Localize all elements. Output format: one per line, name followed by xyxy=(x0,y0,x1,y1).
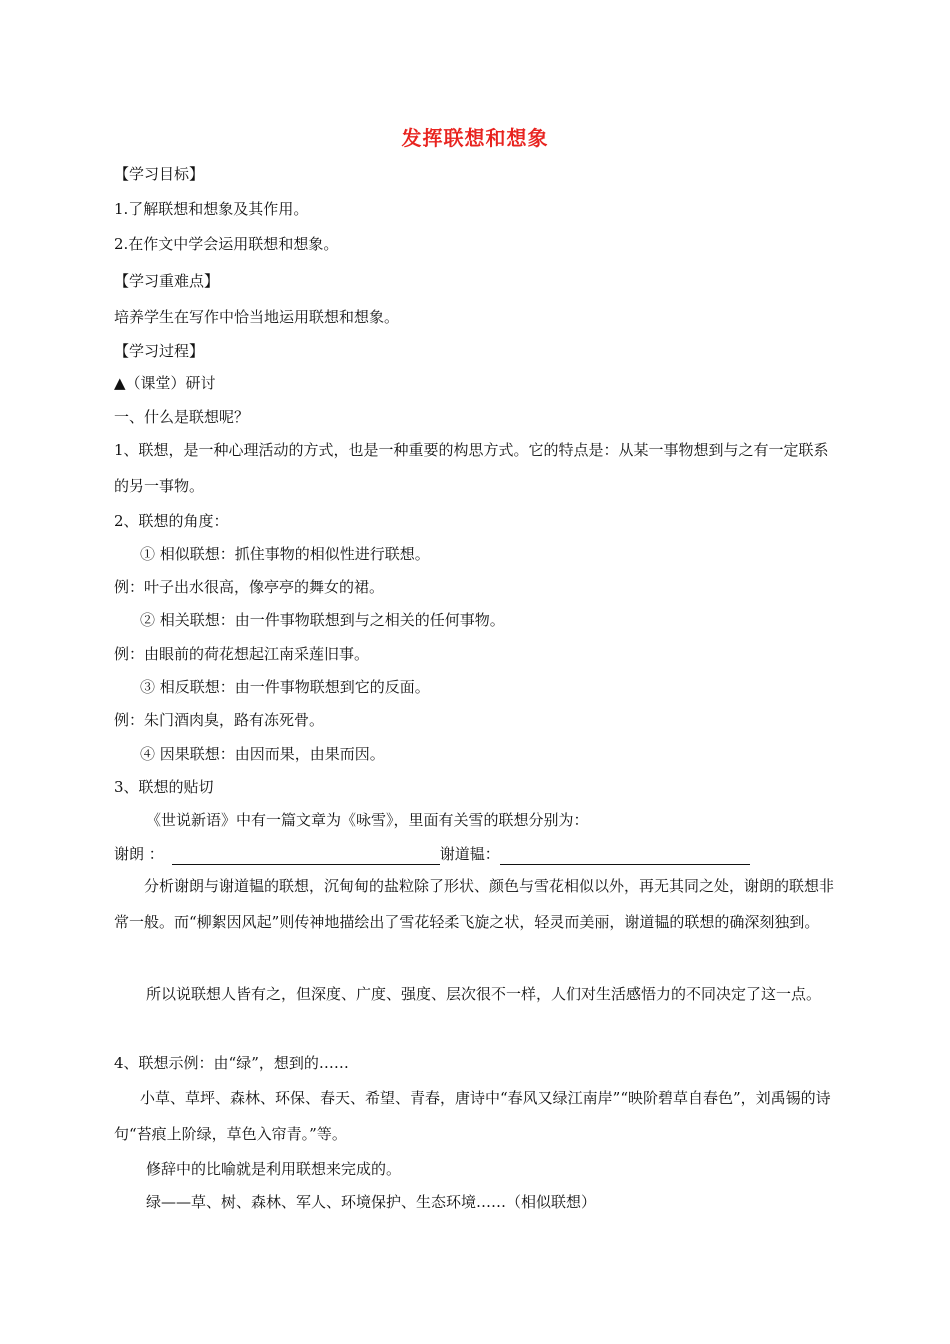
similar-association: ① 相似联想：抓住事物的相似性进行联想。 xyxy=(140,545,430,563)
example-similar: 例：叶子出水很高，像亭亭的舞女的裙。 xyxy=(114,578,385,596)
shishuo-intro: 《世说新语》中有一篇文章为《咏雪》，里面有关雪的联想分别为： xyxy=(146,811,589,829)
xie-daoyun-blank[interactable] xyxy=(500,848,750,865)
related-association: ② 相关联想：由一件事物联想到与之相关的任何事物。 xyxy=(140,611,505,629)
paragraph-green-example: 小草、草坪、森林、环保、春天、希望、青春，唐诗中“春风又绿江南岸”“映阶碧草自春色”，刘禹锡的诗句“苔痕上阶绿，草色入帘青。”等。 xyxy=(114,1089,831,1143)
xie-lang-label: 谢朗 ： xyxy=(114,845,164,863)
goal-item-2: 2.在作文中学会运用联想和想象。 xyxy=(114,235,339,253)
green-chain: 绿——草、树、森林、军人、环境保护、生态环境……（相似联想） xyxy=(146,1193,597,1211)
paragraph-analysis: 分析谢朗与谢道韫的联想，沉甸甸的盐粒除了形状、颜色与雪花相似以外，再无其同之处，谢朗的联想非常一般。而“柳絮因风起”则传神地描绘出了雪花轻柔飞旋之状，轻灵而美丽，谢道韫的联想的确深刻独到。 xyxy=(114,877,835,931)
question-what-is-association: 一、什么是联想呢？ xyxy=(114,408,250,426)
section-heading-process: 【学习过程】 xyxy=(114,342,205,360)
causal-association: ④ 因果联想：由因而果，由果而因。 xyxy=(140,745,385,763)
section-heading-key-points: 【学习重难点】 xyxy=(114,272,220,290)
paragraph-conclusion: 所以说联想人皆有之，但深度、广度、强度、层次很不一样，人们对生活感悟力的不同决定了这一点。 xyxy=(146,985,822,1003)
paragraph-association-definition: 1、联想，是一种心理活动的方式，也是一种重要的构思方式。它的特点是：从某一事物想到与之有一定联系的另一事物。 xyxy=(114,441,829,495)
document-title: 发挥联想和想象 xyxy=(401,126,549,150)
goal-item-1: 1.了解联想和想象及其作用。 xyxy=(114,200,309,218)
association-fit-heading: 3、联想的贴切 xyxy=(114,778,214,796)
fill-in-line xyxy=(114,843,836,865)
section-heading-goals: 【学习目标】 xyxy=(114,165,205,183)
metaphor-note: 修辞中的比喻就是利用联想来完成的。 xyxy=(146,1160,402,1178)
key-point-text: 培养学生在写作中恰当地运用联想和想象。 xyxy=(114,308,400,326)
association-example-heading: 4、联想示例：由“绿”，想到的…… xyxy=(114,1054,349,1072)
classroom-discussion-label: ▲（课堂）研讨 xyxy=(114,374,216,392)
example-opposite: 例：朱门酒肉臭，路有冻死骨。 xyxy=(114,711,325,729)
example-related: 例：由眼前的荷花想起江南采莲旧事。 xyxy=(114,645,370,663)
opposite-association: ③ 相反联想：由一件事物联想到它的反面。 xyxy=(140,678,430,696)
association-angles-heading: 2、联想的角度： xyxy=(114,512,229,530)
xie-daoyun-label: 谢道韫： xyxy=(439,845,500,863)
xie-lang-blank[interactable] xyxy=(172,848,440,865)
